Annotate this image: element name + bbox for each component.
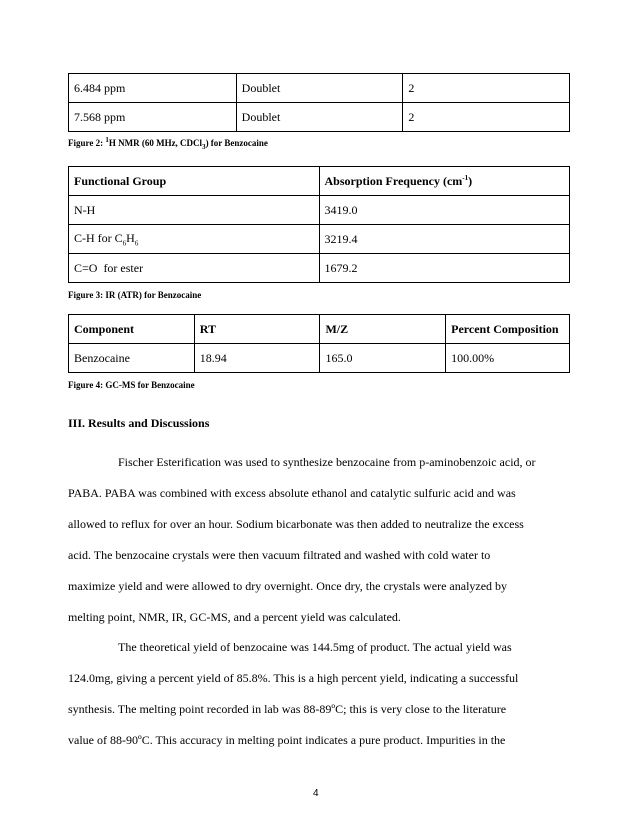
ir-group-cell: C=O for ester <box>69 254 320 283</box>
text-line: acid. The benzocaine crystals were then vacuum filtrated and washed with cold water to <box>68 548 491 562</box>
gcms-header-rt: RT <box>194 315 320 344</box>
text-line: value of 88-90ºC. This accuracy in melting point indicates a pure product. Impurities in the <box>68 733 506 747</box>
gcms-rt-cell: 18.94 <box>194 344 320 373</box>
text-line: maximize yield and were allowed to dry overnight. Once dry, the crystals were analyzed by <box>68 579 508 593</box>
table-row <box>69 254 570 283</box>
text-line: Fischer Esterification was used to synthesize benzocaine from p-aminobenzoic acid, or <box>118 455 536 469</box>
ir-table <box>68 166 570 283</box>
text-line: allowed to reflux for over an hour. Sodium bicarbonate was then added to neutralize the excess <box>68 517 524 531</box>
gcms-header-mz: M/Z <box>320 315 446 344</box>
section-heading: III. Results and Discussions <box>68 416 210 430</box>
gcms-percent-cell: 100.00% <box>446 344 570 373</box>
figure-3-caption: Figure 3: IR (ATR) for Benzocaine <box>68 290 202 300</box>
ir-group-cell: N-H <box>69 196 320 225</box>
text-line: melting point, NMR, IR, GC-MS, and a percent yield was calculated. <box>68 610 401 624</box>
ir-group-cell: C-H for $C_6H_6$ <box>69 225 320 254</box>
table-row <box>69 74 570 103</box>
figure-4-caption: Figure 4: GC-MS for Benzocaine <box>68 380 195 390</box>
gcms-header-percent: Percent Composition <box>446 315 570 344</box>
nmr-multiplicity-cell: Doublet <box>236 74 403 103</box>
nmr-table <box>68 73 570 132</box>
ir-frequency-cell: 3219.4 <box>319 225 569 254</box>
ir-header-group: Functional Group <box>69 167 320 196</box>
text-line: synthesis. The melting point recorded in lab was 88-89ºC; this is very close to the literature <box>68 702 507 716</box>
table-row <box>69 196 570 225</box>
figure-2-caption: Figure 2: $^1$H NMR (60 MHz, CDCl$_3$) for Benzocaine <box>68 136 268 151</box>
text-line: The theoretical yield of benzocaine was 144.5mg of product. The actual yield was <box>118 640 512 654</box>
paragraph-1 <box>68 447 570 633</box>
gcms-table <box>68 314 570 373</box>
table-row <box>69 344 570 373</box>
gcms-mz-cell: 165.0 <box>320 344 446 373</box>
table-header-row <box>69 167 570 196</box>
table-header-row <box>69 315 570 344</box>
ir-frequency-cell: 3419.0 <box>319 196 569 225</box>
text-line: 124.0mg, giving a percent yield of 85.8%. This is a high percent yield, indicating a successful <box>68 671 519 685</box>
table-row <box>69 225 570 254</box>
nmr-multiplicity-cell: Doublet <box>236 103 403 132</box>
text-line: PABA. PABA was combined with excess absolute ethanol and catalytic sulfuric acid and was <box>68 486 516 500</box>
nmr-integration-cell: 2 <box>403 103 570 132</box>
nmr-shift-cell: 6.484 ppm <box>69 74 237 103</box>
page-number: 4 <box>313 788 319 799</box>
gcms-header-component: Component <box>69 315 195 344</box>
nmr-integration-cell: 2 <box>403 74 570 103</box>
gcms-component-cell: Benzocaine <box>69 344 195 373</box>
paragraph-2 <box>68 632 570 756</box>
table-row <box>69 103 570 132</box>
nmr-shift-cell: 7.568 ppm <box>69 103 237 132</box>
ir-header-frequency: Absorption Frequency $(cm^{-1})$ <box>319 167 569 196</box>
ir-frequency-cell: 1679.2 <box>319 254 569 283</box>
